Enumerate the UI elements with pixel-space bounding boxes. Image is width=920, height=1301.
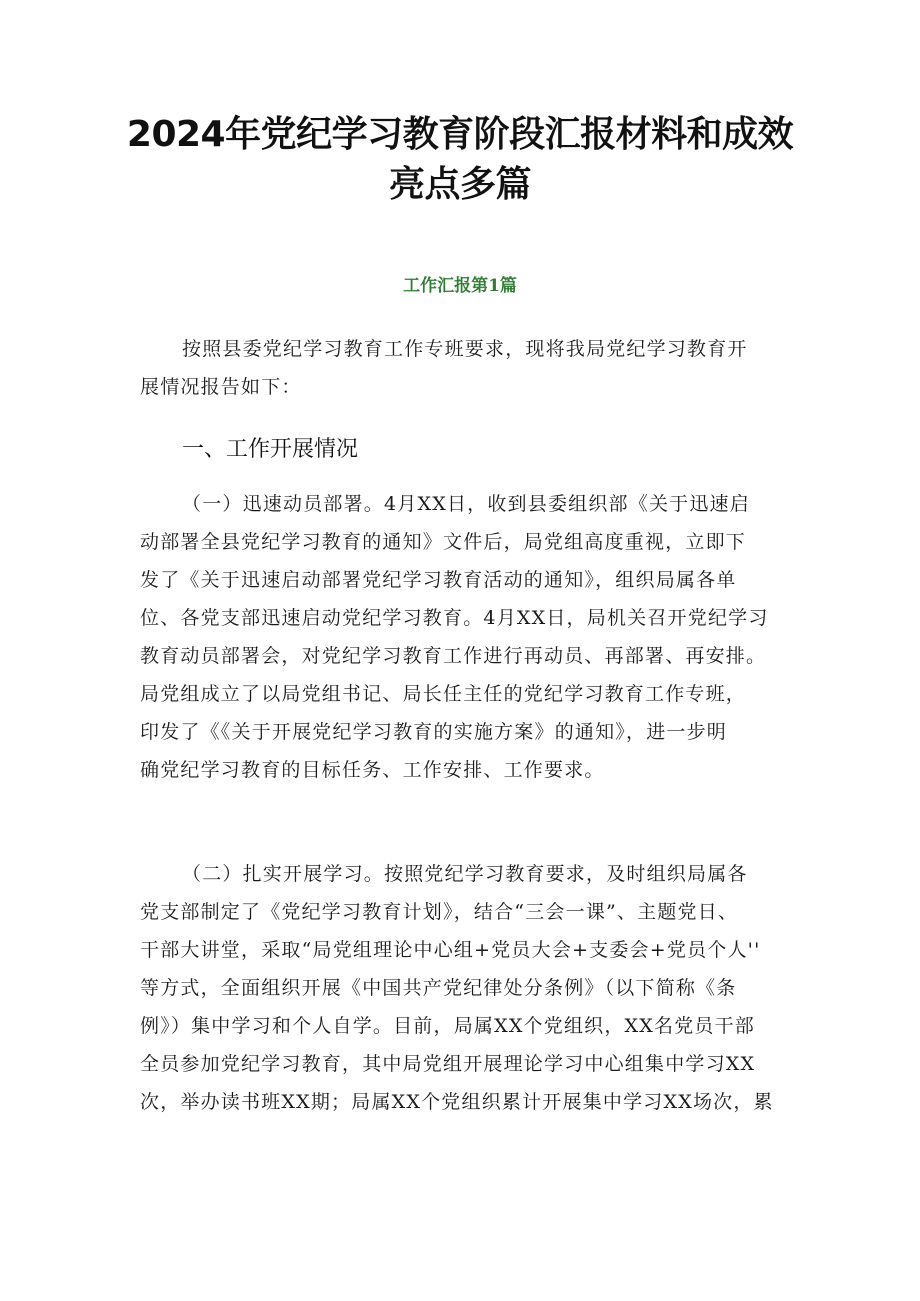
paragraph-line: 确党纪学习教育的目标任务、工作安排、工作要求。 xyxy=(140,759,605,781)
paragraph-line: 局党组成立了以局党组书记、局长任主任的党纪学习教育工作专班， xyxy=(140,683,747,705)
paragraph-line: 党支部制定了《党纪学习教育计划》，结合“三会一课”、主题党日、 xyxy=(140,901,739,923)
paragraph-line: 例》）集中学习和个人自学。目前，局属XX个党组织，XX名党员干部 xyxy=(140,1015,756,1037)
document-title xyxy=(120,110,800,210)
paragraph-line: 印发了《《关于开展党纪学习教育的实施方案》的通知》，进一步明 xyxy=(140,721,728,743)
paragraph-line: （二）扎实开展学习。按照党纪学习教育要求，及时组织局属各 xyxy=(182,863,748,885)
intro-paragraph xyxy=(140,330,800,406)
heading-work-status: 一、工作开展情况 xyxy=(182,437,359,462)
intro-line-2: 展情况报告如下： xyxy=(140,376,302,398)
paragraph-line: 次，举办读书班XX期；局属XX个党组织累计开展集中学习XX场次，累 xyxy=(140,1091,774,1113)
paragraph-study xyxy=(140,855,800,1121)
paragraph-line: 干部大讲堂，采取“局党组理论中心组+党员大会+支委会+党员个人'' xyxy=(140,939,761,961)
paragraph-line: 动部署全县党纪学习教育的通知》文件后，局党组高度重视，立即下 xyxy=(140,531,747,553)
paragraph-line: 发了《关于迅速启动部署党纪学习教育活动的通知》，组织局属各单 xyxy=(140,569,737,591)
title-line-1: 2024年党纪学习教育阶段汇报材料和成效 xyxy=(126,114,794,155)
title-line-2: 亮点多篇 xyxy=(388,164,531,205)
paragraph-line: 全员参加党纪学习教育，其中局党组开展理论学习中心组集中学习XX xyxy=(140,1053,756,1075)
paragraph-mobilization xyxy=(140,485,800,789)
paragraph-line: 位、各党支部迅速启动党纪学习教育。4月XX日，局机关召开党纪学习 xyxy=(140,607,769,629)
paragraph-line: 教育动员部署会，对党纪学习教育工作进行再动员、再部署、再安排。 xyxy=(140,645,767,667)
paragraph-line: （一）迅速动员部署。4月XX日，收到县委组织部《关于迅速启 xyxy=(182,493,750,515)
paragraph-line: 等方式，全面组织开展《中国共产党纪律处分条例》（以下简称《条 xyxy=(140,977,737,999)
intro-line-1: 按照县委党纪学习教育工作专班要求，现将我局党纪学习教育开 xyxy=(182,338,748,360)
section-label: 工作汇报第1篇 xyxy=(403,276,517,296)
